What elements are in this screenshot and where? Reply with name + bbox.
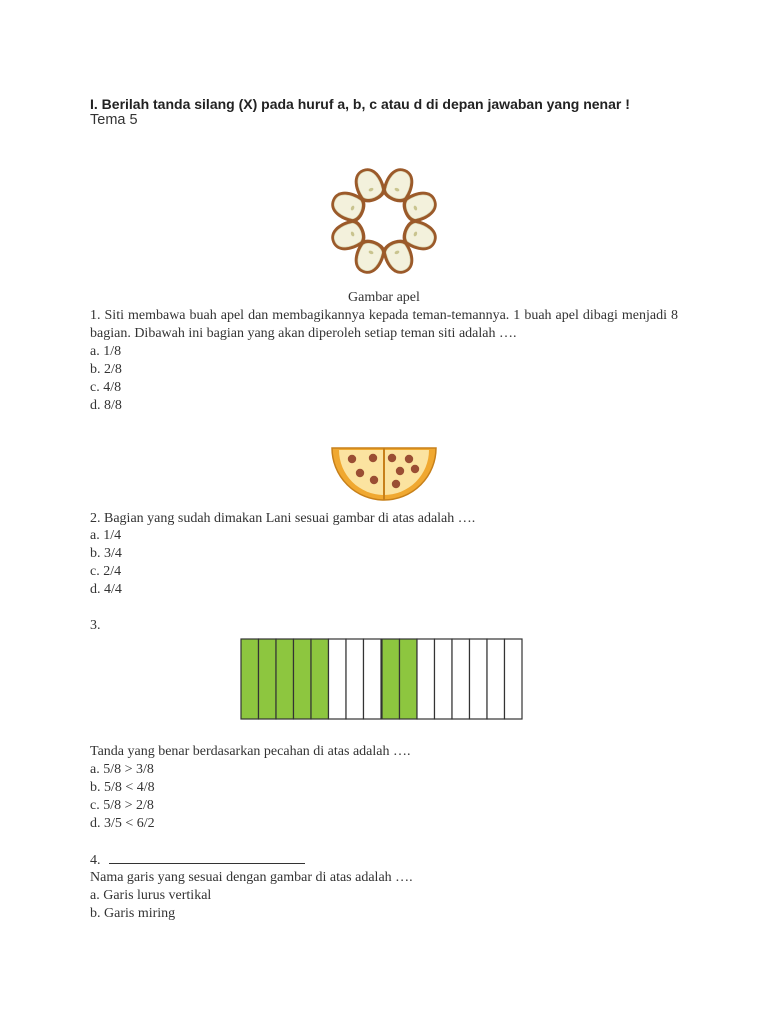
q2-option-d[interactable]: d. 4/4	[90, 582, 122, 597]
shaded-part	[311, 639, 329, 719]
shaded-part	[400, 639, 418, 719]
pizza-topping	[392, 480, 400, 488]
question-3-text: Tanda yang benar berdasarkan pecahan di atas adalah ….	[90, 744, 411, 759]
half-pizza-picture	[330, 444, 438, 504]
theme-label: Tema 5	[90, 112, 138, 128]
shaded-part	[382, 639, 400, 719]
pizza-topping	[356, 469, 364, 477]
q1-option-c[interactable]: c. 4/8	[90, 380, 122, 395]
fraction-bars-picture	[240, 637, 522, 721]
shaded-part	[276, 639, 294, 719]
pizza-topping	[348, 455, 356, 463]
apple-slices-picture	[324, 156, 444, 286]
question-1-text: 1. Siti membawa buah apel dan membagikannya kepada teman-temannya. 1 buah apel dibagi menjadi 8 bagian. Dibawah ini bagian yang akan diperoleh setiap teman siti adalah ….	[90, 308, 678, 341]
q1-option-a[interactable]: a. 1/8	[90, 344, 122, 359]
apple-caption: Gambar apel	[348, 290, 420, 305]
q4-option-a[interactable]: a. Garis lurus vertikal	[90, 888, 212, 903]
fraction-bar-left	[241, 639, 381, 719]
q2-option-b[interactable]: b. 3/4	[90, 546, 122, 561]
q3-option-c[interactable]: c. 5/8 > 2/8	[90, 798, 154, 813]
shaded-part	[241, 639, 259, 719]
q1-option-b[interactable]: b. 2/8	[90, 362, 122, 377]
pizza-topping	[370, 476, 378, 484]
unshaded-part	[435, 639, 453, 719]
fraction-bar-right	[382, 639, 522, 719]
pizza-topping	[411, 465, 419, 473]
q2-option-a[interactable]: a. 1/4	[90, 528, 122, 543]
unshaded-part	[452, 639, 470, 719]
unshaded-part	[329, 639, 347, 719]
unshaded-part	[417, 639, 435, 719]
answer-blank-line	[109, 851, 305, 864]
question-4-text: Nama garis yang sesuai dengan gambar di atas adalah ….	[90, 870, 413, 885]
q4-option-b[interactable]: b. Garis miring	[90, 906, 176, 921]
question-4-line	[90, 851, 305, 870]
q3-option-d[interactable]: d. 3/5 < 6/2	[90, 816, 155, 831]
shaded-part	[259, 639, 277, 719]
unshaded-part	[505, 639, 523, 719]
question-2-text: 2. Bagian yang sudah dimakan Lani sesuai gambar di atas adalah ….	[90, 511, 476, 526]
instruction-heading: I. Berilah tanda silang (X) pada huruf a, b, c atau d di depan jawaban yang nenar !	[90, 96, 630, 112]
unshaded-part	[487, 639, 505, 719]
q3-option-a[interactable]: a. 5/8 > 3/8	[90, 762, 154, 777]
pizza-topping	[396, 467, 404, 475]
shaded-part	[294, 639, 312, 719]
pizza-topping	[388, 454, 396, 462]
q1-option-d[interactable]: d. 8/8	[90, 398, 122, 413]
q2-option-c[interactable]: c. 2/4	[90, 564, 122, 579]
unshaded-part	[364, 639, 382, 719]
pizza-topping	[369, 454, 377, 462]
unshaded-part	[346, 639, 364, 719]
question-4-number: 4.	[90, 853, 101, 868]
q3-option-b[interactable]: b. 5/8 < 4/8	[90, 780, 155, 795]
question-3-number: 3.	[90, 618, 101, 633]
unshaded-part	[470, 639, 488, 719]
pizza-topping	[405, 455, 413, 463]
